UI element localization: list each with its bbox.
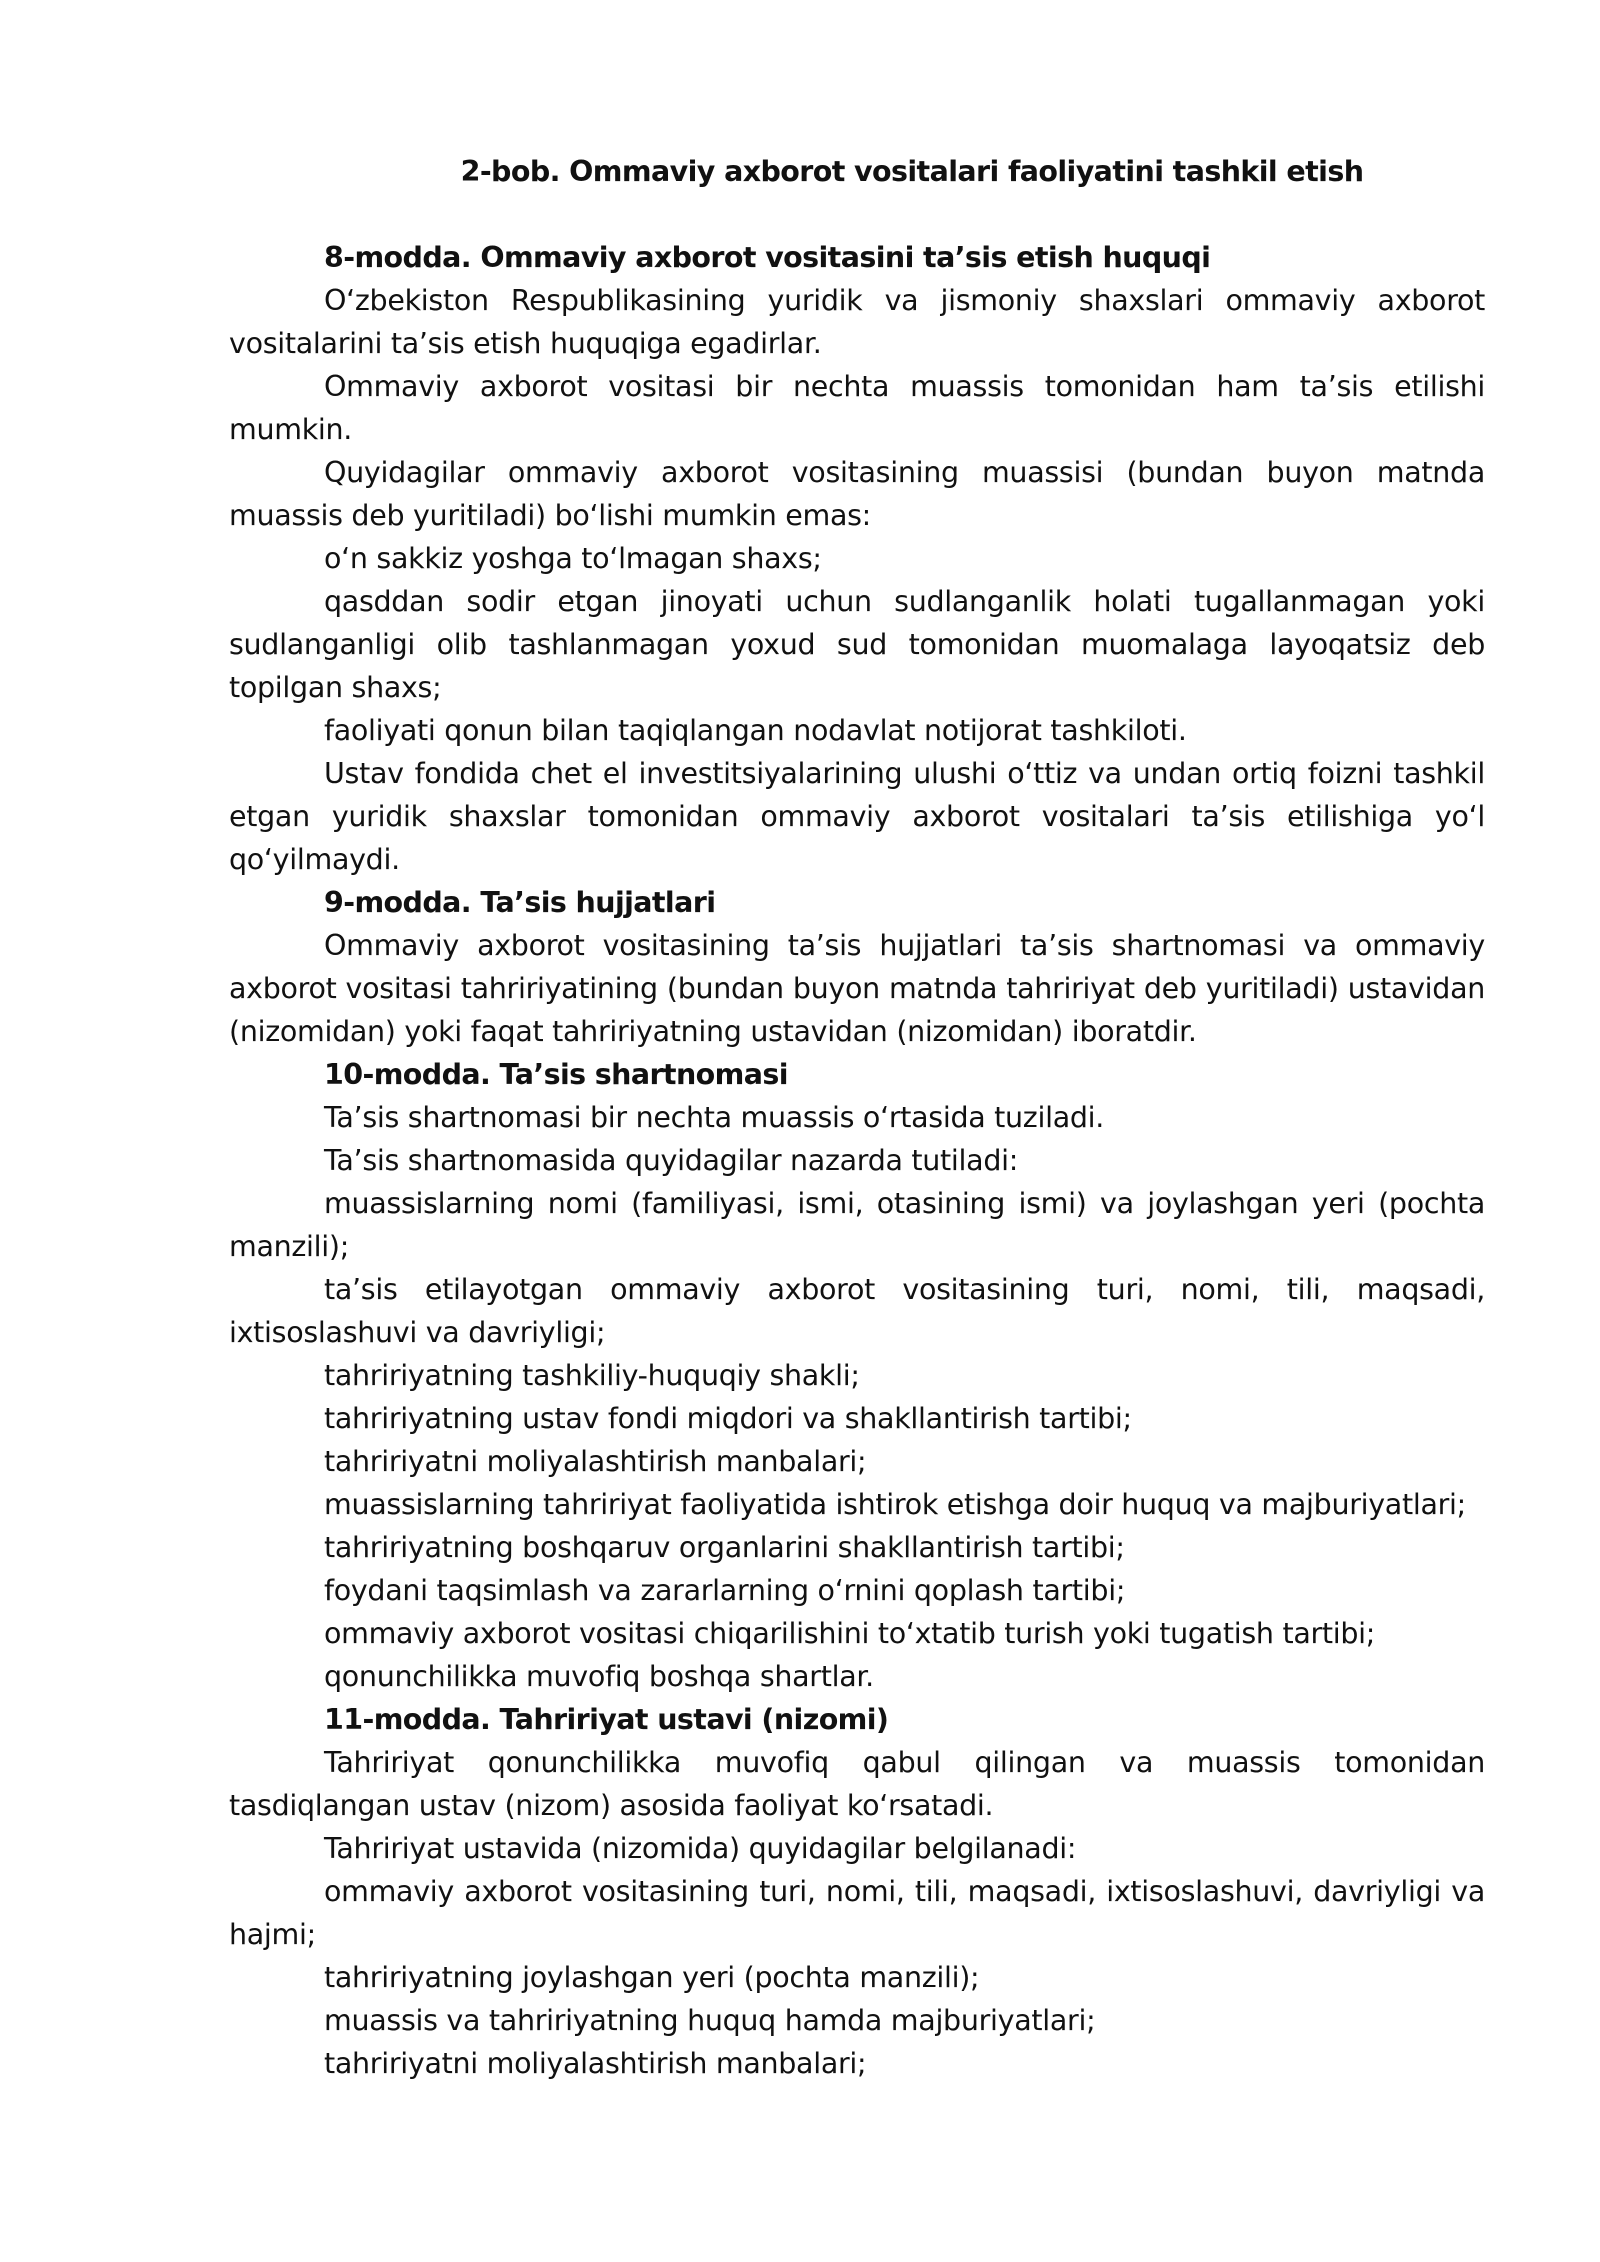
list-item: qonunchilikka muvofiq boshqa shartlar. (324, 1660, 874, 1693)
paragraph: Tahririyat ustavida (nizomida) quyidagilar belgilanadi: (324, 1832, 1077, 1865)
list-item: o‘n sakkiz yoshga to‘lmagan shaxs; (324, 542, 822, 575)
paragraph: Ustav fondida chet el investitsiyalarining ulushi o‘ttiz va undan ortiq foizni tashkil etgan yuridik shaxslar tomonidan ommaviy axborot vositalari ta’sis etilishiga yo‘l qo‘yilmaydi. (229, 757, 1485, 876)
article-11-heading: 11-modda. Tahririyat ustavi (nizomi) (324, 1703, 889, 1736)
document-page (229, 150, 1485, 2085)
paragraph: Ta’sis shartnomasi bir nechta muassis o‘rtasida tuziladi. (324, 1101, 1105, 1134)
paragraph: Ta’sis shartnomasida quyidagilar nazarda tutiladi: (324, 1144, 1019, 1177)
paragraph: Quyidagilar ommaviy axborot vositasining muassisi (bundan buyon matnda muassis deb yuritiladi) bo‘lishi mumkin emas: (229, 456, 1485, 532)
paragraph: Ommaviy axborot vositasi bir nechta muassis tomonidan ham ta’sis etilishi mumkin. (229, 370, 1485, 446)
list-item: ommaviy axborot vositasi chiqarilishini to‘xtatib turish yoki tugatish tartibi; (324, 1617, 1376, 1650)
list-item: muassislarning tahririyat faoliyatida ishtirok etishga doir huquq va majburiyatlari; (324, 1488, 1466, 1521)
list-item: muassis va tahririyatning huquq hamda majburiyatlari; (324, 2004, 1096, 2037)
chapter-spacer (229, 193, 1485, 236)
list-item: ta’sis etilayotgan ommaviy axborot vositasining turi, nomi, tili, maqsadi, ixtisoslashuvi va davriyligi; (229, 1273, 1485, 1349)
list-item: tahririyatning joylashgan yeri (pochta manzili); (324, 1961, 980, 1994)
article-10-heading: 10-modda. Ta’sis shartnomasi (324, 1058, 788, 1091)
list-item: tahririyatning tashkiliy-huquqiy shakli; (324, 1359, 860, 1392)
paragraph: O‘zbekiston Respublikasining yuridik va jismoniy shaxslari ommaviy axborot vositalarini ta’sis etish huquqiga egadirlar. (229, 284, 1485, 360)
list-item: tahririyatni moliyalashtirish manbalari; (324, 2047, 867, 2080)
list-item: muassislarning nomi (familiyasi, ismi, otasining ismi) va joylashgan yeri (pochta manzili); (229, 1187, 1485, 1263)
chapter-title: 2-bob. Ommaviy axborot vositalari faoliyatini tashkil etish (460, 155, 1364, 188)
article-9-heading: 9-modda. Ta’sis hujjatlari (324, 886, 716, 919)
list-item: ommaviy axborot vositasining turi, nomi, tili, maqsadi, ixtisoslashuvi, davriyligi va hajmi; (229, 1875, 1485, 1951)
paragraph: Tahririyat qonunchilikka muvofiq qabul qilingan va muassis tomonidan tasdiqlangan ustav (nizom) asosida faoliyat ko‘rsatadi. (229, 1746, 1485, 1822)
list-item: foydani taqsimlash va zararlarning o‘rnini qoplash tartibi; (324, 1574, 1126, 1607)
list-item: qasddan sodir etgan jinoyati uchun sudlanganlik holati tugallanmagan yoki sudlanganligi olib tashlanmagan yoxud sud tomonidan muomalaga layoqatsiz deb topilgan shaxs; (229, 585, 1485, 704)
list-item: tahririyatning ustav fondi miqdori va shakllantirish tartibi; (324, 1402, 1132, 1435)
paragraph: Ommaviy axborot vositasining ta’sis hujjatlari ta’sis shartnomasi va ommaviy axborot vositasi tahririyatining (bundan buyon matnda tahririyat deb yuritiladi) ustavidan (nizomidan) yoki faqat tahririyatning ustavidan (nizomidan) iboratdir. (229, 929, 1485, 1048)
article-8-heading: 8-modda. Ommaviy axborot vositasini ta’sis etish huquqi (324, 241, 1211, 274)
list-item: tahririyatning boshqaruv organlarini shakllantirish tartibi; (324, 1531, 1125, 1564)
list-item: tahririyatni moliyalashtirish manbalari; (324, 1445, 867, 1478)
list-item: faoliyati qonun bilan taqiqlangan nodavlat notijorat tashkiloti. (324, 714, 1187, 747)
